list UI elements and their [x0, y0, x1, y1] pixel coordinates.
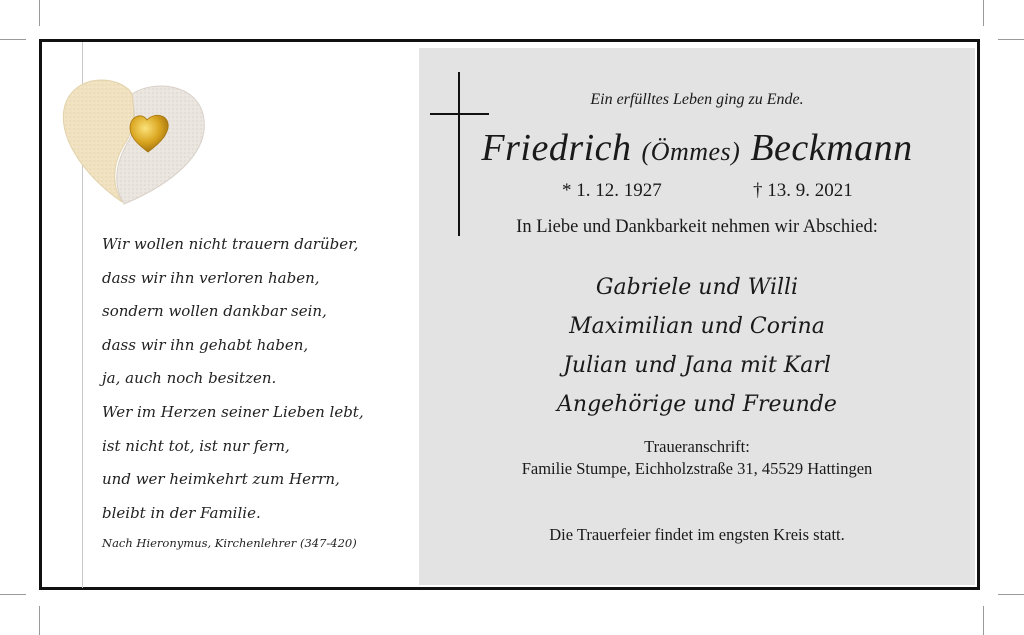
- crop-mark-bottom-right-h: [998, 594, 1024, 595]
- death-date: † 13. 9. 2021: [753, 180, 853, 201]
- poem: [102, 228, 402, 530]
- crop-mark-bottom-right: [983, 606, 984, 635]
- crop-mark-top-right-h: [998, 39, 1024, 40]
- poem-line: Wer im Herzen seiner Lieben lebt,: [102, 402, 364, 421]
- double-heart-icon: [60, 72, 210, 207]
- poem-line: ist nicht tot, ist nur fern,: [102, 436, 290, 455]
- mourners-list: [419, 268, 975, 424]
- birth-date: * 1. 12. 1927: [562, 180, 662, 201]
- funeral-note: Die Trauerfeier findet im engsten Kreis statt.: [549, 525, 845, 544]
- mourner: Julian und Jana mit Karl: [563, 353, 831, 378]
- poem-attribution: Nach Hieronymus, Kirchenlehrer (347-420): [102, 536, 357, 550]
- crop-mark-bottom-left: [39, 606, 40, 635]
- motto: Ein erfülltes Leben ging zu Ende.: [590, 91, 804, 108]
- poem-line: dass wir ihn gehabt haben,: [102, 335, 309, 354]
- address-label: Traueranschrift:: [644, 437, 750, 456]
- last-name: Beckmann: [750, 127, 913, 169]
- poem-line: sondern wollen dankbar sein,: [102, 302, 327, 321]
- poem-line: und wer heimkehrt zum Herrn,: [102, 470, 340, 489]
- poem-line: bleibt in der Familie.: [102, 503, 261, 522]
- mourner: Maximilian und Corina: [569, 314, 825, 339]
- deceased-name: [419, 126, 975, 170]
- poem-line: dass wir ihn verloren haben,: [102, 268, 320, 287]
- crop-mark-top-left: [39, 0, 40, 26]
- crop-mark-bottom-left-h: [0, 594, 26, 595]
- address-text: Familie Stumpe, Eichholzstraße 31, 45529 Hattingen: [521, 459, 873, 478]
- mourner: Gabriele und Willi: [595, 275, 799, 300]
- poem-line: Wir wollen nicht trauern darüber,: [102, 235, 359, 253]
- farewell-line: In Liebe und Dankbarkeit nehmen wir Abschied:: [516, 217, 878, 237]
- mourning-address: [419, 436, 975, 480]
- mourner: Angehörige und Freunde: [557, 392, 837, 417]
- crop-mark-top-right: [983, 0, 984, 26]
- crop-mark-top-left-h: [0, 39, 26, 40]
- first-name: Friedrich: [481, 127, 632, 169]
- poem-line: ja, auch noch besitzen.: [102, 369, 277, 388]
- nickname: (Ömmes): [641, 137, 741, 166]
- cross-icon-bar: [430, 113, 489, 115]
